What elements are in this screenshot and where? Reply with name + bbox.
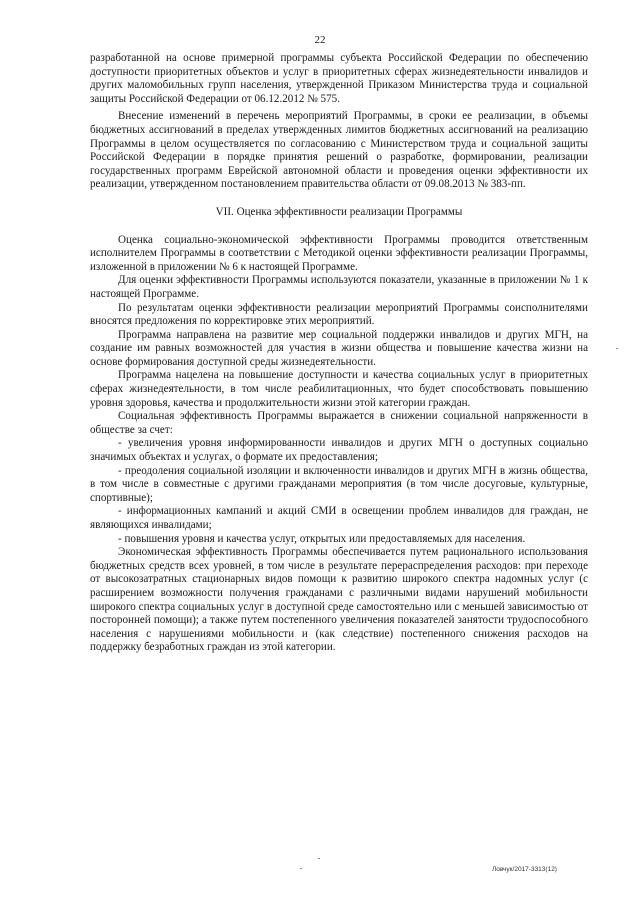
document-body <box>90 52 588 655</box>
list-item: - повышения уровня и качества услуг, открытых или предоставляемых для населения. <box>118 532 526 545</box>
list-item: - информационных кампаний и акций СМИ в освещении проблем инвалидов для граждан, не являющихся инвалидами; <box>90 505 588 531</box>
paragraph-indicators: Для оценки эффективности Программы используются показатели, указанные в приложении № 1 к настоящей Программе. <box>90 274 588 300</box>
paragraph-amendments: Внесение изменений в перечень мероприятий Программы, в сроки ее реализации, в объемы бюджетных ассигнований в пределах утвержденных лимитов бюджетных ассигнований на реализацию Программы в целом осуществляется по согласованию с Министерством труда и социальной защиты Российской Федерации в порядке принятия решений о разработке, формировании, реализации государственных программ Еврейской автономной области и проведения оценки эффективности их реализации, утвержденном постановлением правительства области от 09.08.2013 № 383-пп. <box>90 110 588 191</box>
paragraph-social-effect: Социальная эффективность Программы выражается в снижении социальной напряженности в обществе за счет: <box>90 410 588 436</box>
list-item: - увеличения уровня информированности инвалидов и других МГН о доступных социально значимых объектах и услугах, о формате их предоставления; <box>90 437 588 464</box>
paragraph-continuation: разработанной на основе примерной программы субъекта Российской Федерации по обеспечению доступности приоритетных объектов и услуг в приоритетных сферах жизнедеятельности инвалидов и других маломобильных групп населения, утвержденной Приказом Министерства труда и социальной защиты Российской Федерации от 06.12.2012 № 575. <box>90 52 588 105</box>
section-heading: VII. Оценка эффективности реализации Программы <box>215 205 463 218</box>
paragraph-evaluation: Оценка социально-экономической эффективности Программы проводится ответственным исполнителем Программы в соответствии с Методикой оценки эффективности реализации Программы, изложенной в приложении № 6 к настоящей Программе. <box>90 233 588 273</box>
page-number: 22 <box>314 34 326 46</box>
paragraph-results: По результатам оценки эффективности реализации мероприятий Программы соисполнителями вносятся предложения по корректировке этих мероприятий. <box>90 301 588 328</box>
scan-speck <box>318 858 320 859</box>
scan-speck <box>300 868 302 869</box>
paragraph-aim: Программа нацелена на повышение доступности и качества социальных услуг в приоритетных сферах жизнедеятельности, в том числе реабилитационных, что будет способствовать повышению уровня здоровья, качества и продолжительности жизни этой категории граждан. <box>90 369 588 409</box>
list-item: - преодоления социальной изоляции и включенности инвалидов и других МГН в жизнь общества, в том числе в совместные с другими гражданами мероприятия (в том числе досуговые, культурные, спортивные); <box>90 464 588 504</box>
footer-code: Ловчук/2017-3313(12) <box>492 866 557 873</box>
paragraph-economic-effect: Экономическая эффективность Программы обеспечивается путем рационального использования бюджетных средств всех уровней, в том числе в результате перераспределения расходов: при переходе от высокозатратных стационарных видов помощи к развитию широкого спектра надомных услуг (с расширением возможности получения гражданами с различными видами нарушений мобильности широкого спектра социальных услуг в доступной среде самостоятельно или с меньшей зависимостью от посторонней помощи); а также путем постепенного увеличения показателей занятости трудоспособного населения с нарушениями мобильности и (как следствие) постепенного снижения расходов на поддержку безработных граждан из этой категории. <box>90 546 588 654</box>
scan-speck <box>616 348 618 349</box>
paragraph-direction: Программа направлена на развитие мер социальной поддержки инвалидов и других МГН, на создание им равных возможностей для участия в жизни общества и повышение качества жизни на основе формирования доступной среды жизнедеятельности. <box>90 328 588 368</box>
